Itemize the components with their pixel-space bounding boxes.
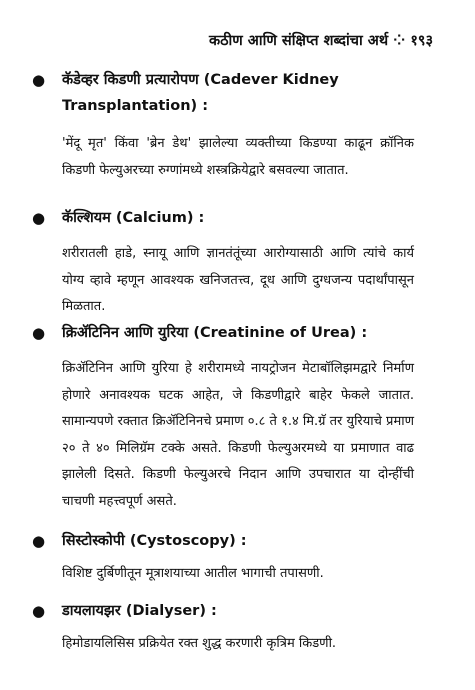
glossary-entry <box>32 598 414 658</box>
glossary-description: विशिष्ट दुर्बिणीतून मूत्राशयाच्या आतील भागाची तपासणी. <box>62 566 324 581</box>
glossary-entry <box>32 67 414 184</box>
glossary-entry <box>32 205 414 321</box>
glossary-entry <box>32 320 414 515</box>
glossary-term: डायलायझर (Dialyser) : <box>62 603 217 619</box>
glossary-entry <box>32 528 414 588</box>
glossary-term: सिस्टोस्कोपी (Cystoscopy) : <box>62 533 247 549</box>
bullet-icon: ● <box>32 71 46 89</box>
glossary-term: कॅल्शियम (Calcium) : <box>62 210 205 226</box>
glossary-description: क्रिॲटिनिन आणि युरिया हे शरीरामध्ये नायट्रोजन मेटाबॉलिझमद्वारे निर्माण होणारे अनावश्यक घटक आहेत, जे किडणीद्वारे बाहेर फेकले जातात. सामान्यपणे रक्तात क्रिॲटिनिनचे प्रमाण ०.८ ते १.४ मि.ग्रॅ तर युरियाचे प्रमाण २० ते ४० मिलिग्रॅम टक्के असते. किडणी फेल्युअरमध्ये या प्रमाणात वाढ झालेली दिसते. किडणी फेल्युअरचे निदान आणि उपचारात या दोन्हींची चाचणी महत्त्वपूर्ण असते. <box>62 361 414 509</box>
glossary-description: हिमोडायलिसिस प्रक्रियेत रक्त शुद्ध करणारी कृत्रिम किडणी. <box>62 636 337 651</box>
bullet-icon: ● <box>32 324 46 342</box>
glossary-description: 'मेंदू मृत' किंवा 'ब्रेन डेथ' झालेल्या व्यक्तीच्या किडण्या काढून क्रॉनिक किडणी फेल्युअरच्या रुग्णांमध्ये शस्त्रक्रियेद्वारे बसवल्या जातात. <box>62 136 414 178</box>
running-header: कठीण आणि संक्षिप्त शब्दांचा अर्थ ⁘ १९३ <box>208 33 433 49</box>
glossary-term: कॅडेव्हर किडणी प्रत्यारोपण (Cadever Kidney Transplantation) : <box>62 72 339 114</box>
bullet-icon: ● <box>32 602 46 620</box>
bullet-icon: ● <box>32 532 46 550</box>
glossary-term: क्रिॲटिनिन आणि युरिया (Creatinine of Urea) : <box>62 325 368 341</box>
glossary-description: शरीरातली हाडे, स्नायू आणि ज्ञानतंतूंच्या आरोग्यासाठी आणि त्यांचे कार्य योग्य व्हावे म्हणून आवश्यक खनिजतत्त्व, दूध आणि दुग्धजन्य पदार्थांपासून मिळतात. <box>62 246 414 314</box>
bullet-icon: ● <box>32 209 46 227</box>
